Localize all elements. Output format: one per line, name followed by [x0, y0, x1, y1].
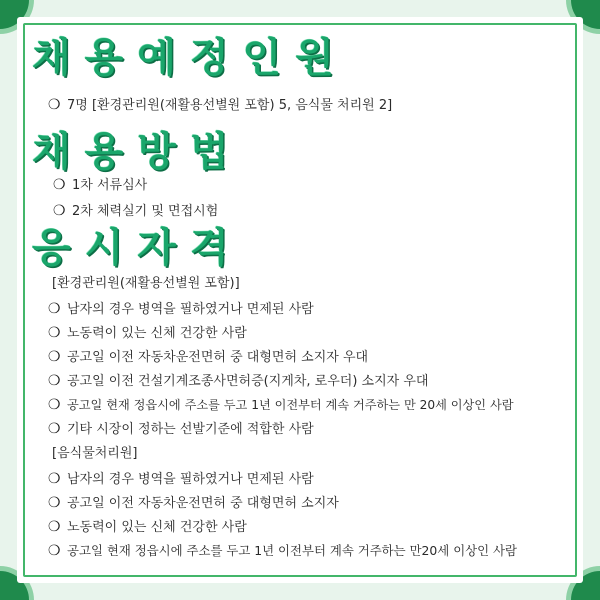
bullet-icon: ❍ [53, 177, 66, 193]
list-item-text: 7명 [환경관리원(재활용선별원 포함) 5, 음식물 처리원 2] [67, 98, 393, 113]
list-item [48, 543, 517, 559]
list-item [48, 471, 314, 488]
group-label: [음식물처리원] [52, 446, 138, 461]
bullet-icon: ❍ [48, 97, 61, 113]
list-item [48, 421, 314, 438]
bullet-icon: ❍ [48, 325, 61, 341]
bullet-icon: ❍ [48, 543, 61, 559]
list-item-text: 공고일 이전 자동차운전면허 중 대형면허 소지자 [67, 496, 339, 511]
heading-recruitment-method: 채용방법 [32, 129, 243, 175]
list-item-text: 공고일 이전 자동차운전면허 중 대형면허 소지자 우대 [67, 350, 369, 365]
list-item-text: 공고일 현재 정읍시에 주소를 두고 1년 이전부터 계속 거주하는 만20세 이상인 사람 [67, 543, 517, 558]
bullet-icon: ❍ [48, 495, 61, 511]
bullet-icon: ❍ [48, 349, 61, 365]
list-item-text: 1차 서류심사 [72, 178, 148, 193]
list-item-text: 공고일 이전 건설기계조종사면허증(지게차, 로우더) 소지자 우대 [67, 374, 429, 389]
heading-recruitment-count: 채용예정인원 [32, 35, 348, 81]
list-item [48, 397, 514, 413]
list-item-text: 노동력이 있는 신체 건강한 사람 [67, 326, 247, 341]
heading-eligibility: 응시자격 [32, 225, 243, 271]
list-item-text: 남자의 경우 병역을 필하였거나 면제된 사람 [67, 302, 314, 317]
list-item [48, 301, 314, 318]
list-item [48, 97, 392, 114]
list-item-text: 공고일 현재 정읍시에 주소를 두고 1년 이전부터 계속 거주하는 만 20세 이상인 사람 [67, 398, 514, 412]
group-label: [환경관리원(재활용선별원 포함)] [52, 276, 240, 291]
list-item-text: 남자의 경우 병역을 필하였거나 면제된 사람 [67, 472, 314, 487]
list-item-text: 2차 체력실기 및 면접시험 [72, 204, 219, 219]
bullet-icon: ❍ [48, 373, 61, 389]
bullet-icon: ❍ [48, 471, 61, 487]
bullet-icon: ❍ [48, 301, 61, 317]
list-item [53, 203, 218, 220]
bullet-icon: ❍ [48, 519, 61, 535]
list-item [48, 325, 247, 342]
bullet-icon: ❍ [53, 203, 66, 219]
list-item-text: 기타 시장이 정하는 선발기준에 적합한 사람 [67, 422, 314, 437]
list-item [53, 177, 147, 194]
list-item [48, 495, 339, 512]
bullet-icon: ❍ [48, 397, 61, 413]
bullet-icon: ❍ [48, 421, 61, 437]
list-item [48, 373, 428, 390]
list-item [48, 519, 247, 536]
list-item-text: 노동력이 있는 신체 건강한 사람 [67, 520, 247, 535]
list-item [48, 349, 368, 366]
